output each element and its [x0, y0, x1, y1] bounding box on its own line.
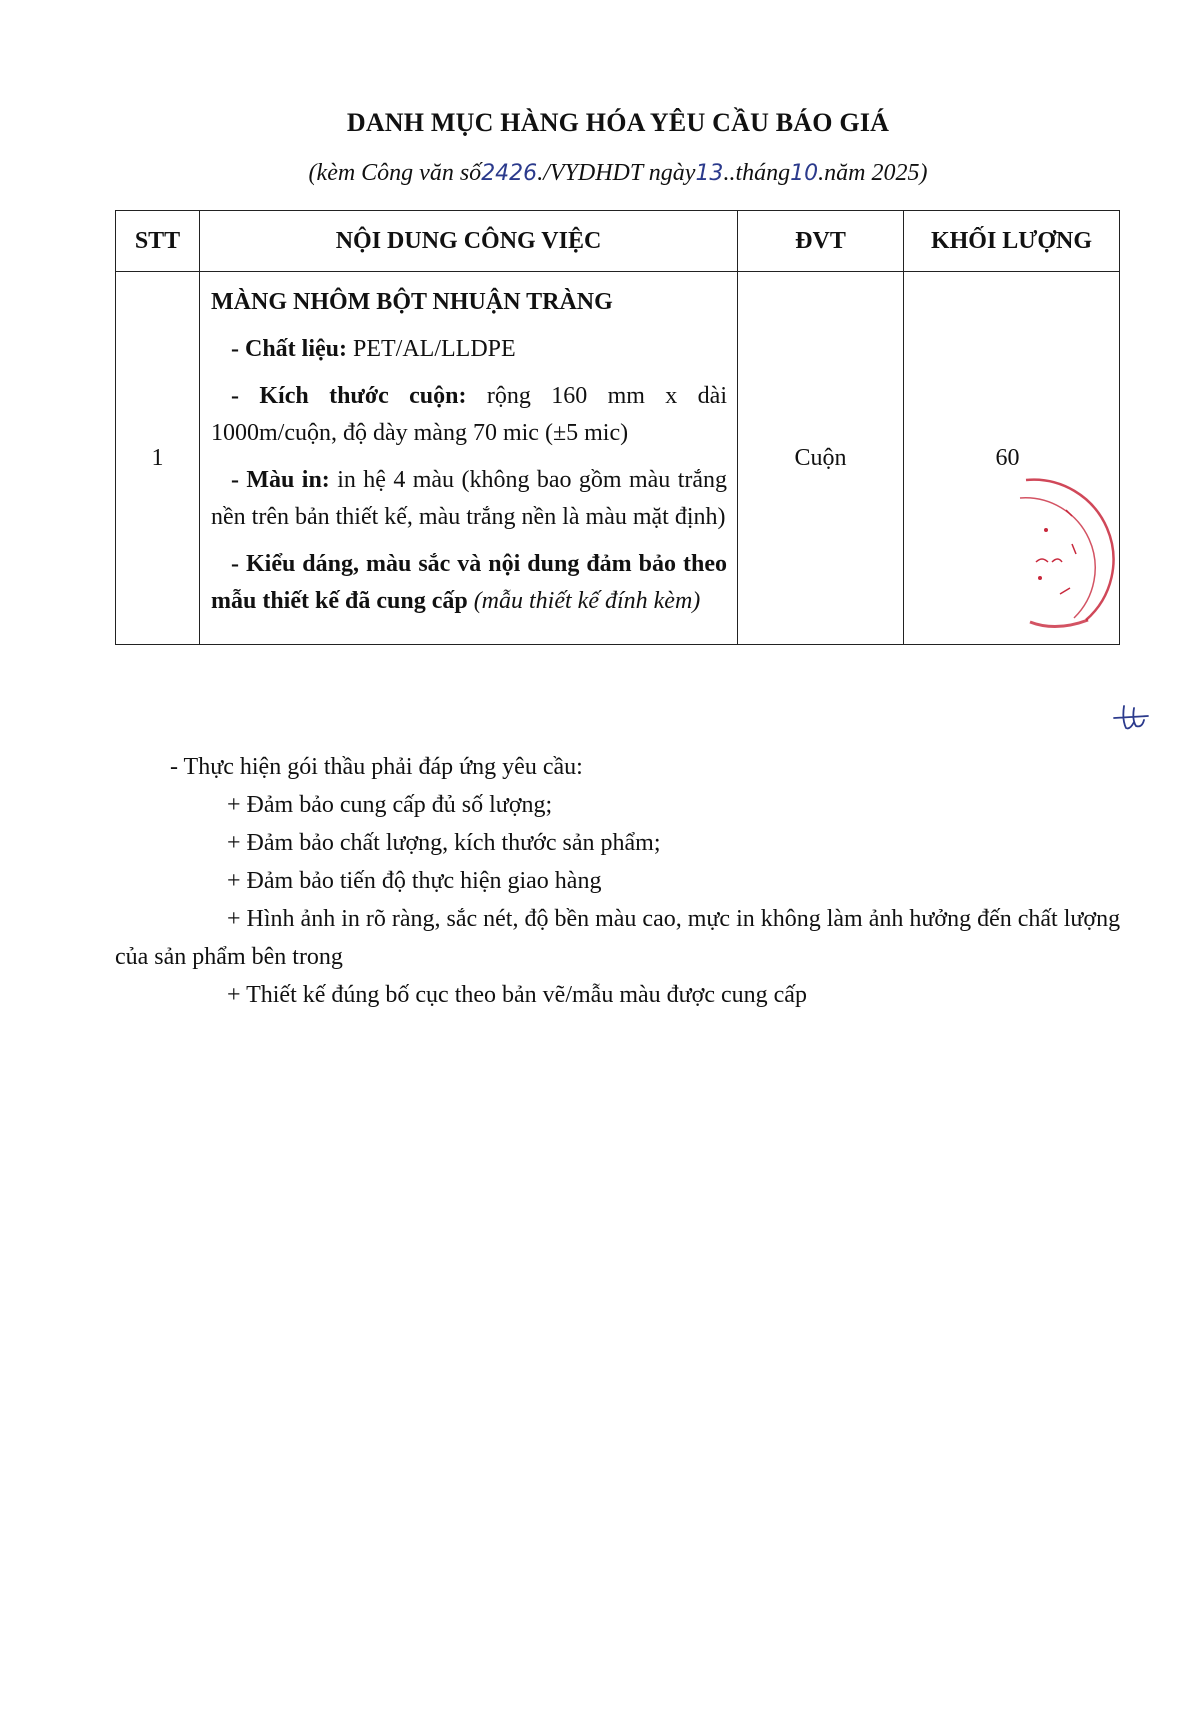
requirement-item: + Đảm bảo cung cấp đủ số lượng;: [227, 792, 553, 818]
subtitle-mid-2: ..tháng: [723, 160, 791, 186]
requirement-item: + Hình ảnh in rõ ràng, sắc nét, độ bền màu cao, mực in không làm ảnh hưởng đến chất lượng của sản phẩm bên trong: [115, 906, 1121, 970]
table-header-row: [116, 211, 1120, 272]
spec-note: (mẫu thiết kế đính kèm): [467, 588, 701, 614]
subtitle-mid-1: ./VYDHDT ngày: [537, 160, 696, 186]
requirement-item: + Thiết kế đúng bố cục theo bản vẽ/mẫu màu được cung cấp: [227, 982, 807, 1008]
item-name: MÀNG NHÔM BỘT NHUẬN TRÀNG: [211, 289, 613, 315]
column-header-stt: STT: [116, 211, 200, 272]
handwritten-month: 10: [790, 161, 819, 186]
spec-roll-size: [211, 378, 727, 452]
red-seal-stamp-icon: [1016, 470, 1116, 640]
spec-text: in hệ 4 màu (không bao gồm màu trắng nền trên bản thiết kế, màu trắng nền là màu mặt định): [211, 467, 728, 530]
column-header-quantity: KHỐI LƯỢNG: [904, 211, 1120, 272]
requirement-item: + Đảm bảo tiến độ thực hiện giao hàng: [227, 868, 602, 894]
spec-label: - Màu in:: [231, 467, 330, 493]
quantity-value: 60: [995, 444, 1020, 471]
spec-design: [211, 546, 727, 620]
row-content: [200, 272, 738, 645]
document-title: DANH MỤC HÀNG HÓA YÊU CẦU BÁO GIÁ: [346, 108, 890, 137]
spec-label: - Kích thước cuộn:: [231, 383, 467, 409]
requirements-section: [115, 748, 1125, 1014]
handwritten-day: 13: [695, 161, 724, 186]
table-row: [116, 272, 1120, 645]
subtitle-prefix: (kèm Công văn số: [308, 160, 482, 186]
spec-material: [211, 331, 727, 368]
column-header-unit: ĐVT: [738, 211, 904, 272]
row-unit: Cuộn: [738, 272, 904, 645]
spec-text: rộng 160 mm x dài 1000m/cuộn, độ dày màng 70 mic (±5 mic): [211, 383, 727, 446]
spec-label: - Chất liệu:: [231, 336, 347, 362]
column-header-content: NỘI DUNG CÔNG VIỆC: [200, 211, 738, 272]
requirement-item: + Đảm bảo chất lượng, kích thước sản phẩm;: [227, 830, 661, 856]
subtitle-suffix: .năm 2025): [818, 160, 928, 186]
document-subtitle: [0, 160, 1200, 187]
row-stt: 1: [116, 272, 200, 645]
spec-print-color: [211, 462, 727, 536]
handwritten-doc-number: 2426: [481, 161, 538, 186]
spec-text: PET/AL/LLDPE: [347, 336, 516, 362]
requirements-lead: - Thực hiện gói thầu phải đáp ứng yêu cầu:: [170, 754, 583, 780]
handwritten-initials-icon: [1112, 702, 1150, 732]
goods-table: [115, 210, 1120, 645]
spec-label: - Kiểu dáng, màu sắc và nội dung đảm bảo theo mẫu thiết kế đã cung cấp: [211, 551, 727, 614]
